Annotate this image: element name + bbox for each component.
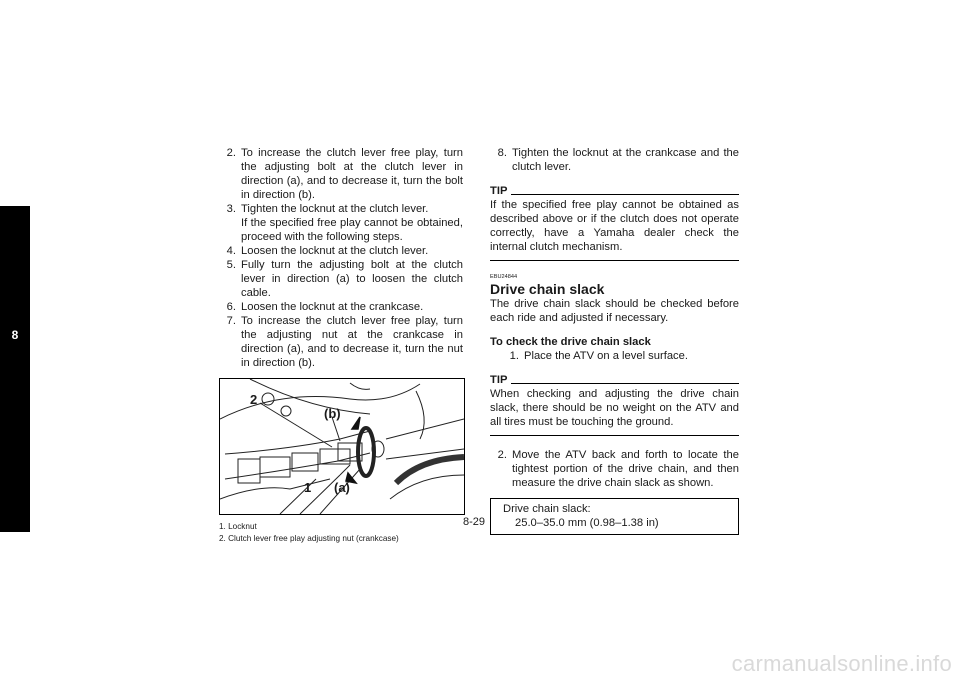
section-heading: Drive chain slack — [490, 281, 605, 297]
intro-paragraph: The drive chain slack should be checked before each ride and adjusted if necessary. — [490, 298, 739, 324]
page-number: 8-29 — [463, 516, 486, 528]
chapter-tab — [0, 206, 30, 532]
step-number: 3. — [226, 203, 236, 215]
step-item — [219, 146, 463, 202]
tip-heading — [490, 184, 739, 198]
step-item — [490, 349, 739, 363]
tip-label: TIP — [490, 185, 508, 197]
tip-rule — [511, 382, 739, 384]
tip-end-rule — [490, 435, 739, 436]
step-number: 7. — [226, 315, 236, 327]
clutch-adjuster-illustration — [219, 378, 465, 515]
chapter-number: 8 — [11, 328, 19, 342]
step-number: 5. — [226, 259, 236, 271]
tip-rule — [511, 193, 739, 195]
step-item — [219, 300, 463, 314]
step-text: Place the ATV on a level surface. — [524, 350, 688, 362]
figure-label-a: (a) — [334, 480, 350, 495]
step-number: 2. — [226, 147, 236, 159]
step-text: Tighten the locknut at the crankcase and the clutch lever. — [512, 147, 739, 173]
step-text: If the specified free play cannot be obtained, proceed with the following steps. — [241, 217, 463, 243]
tip-text: If the specified free play cannot be obtained as described above or if the clutch does not operate correctly, have a Yamaha dealer check the internal clutch mechanism. — [490, 199, 739, 253]
figure-label-2: 2 — [250, 392, 258, 407]
step-text: Fully turn the adjusting bolt at the clutch lever in direction (a) to loosen the clutch cable. — [241, 259, 463, 299]
caption-2: 2. Clutch lever free play adjusting nut (crankcase) — [219, 534, 399, 543]
step-number: 8. — [497, 147, 507, 159]
left-column — [219, 146, 463, 545]
subheading: To check the drive chain slack — [490, 336, 651, 348]
caption-1: 1. Locknut — [219, 522, 257, 531]
step-number: 4. — [226, 245, 236, 257]
step-text: Loosen the locknut at the clutch lever. — [241, 245, 429, 257]
section-code: EBU24844 — [490, 274, 518, 280]
step-number: 1. — [509, 350, 519, 362]
right-column — [490, 146, 739, 535]
figure-label-1: 1 — [304, 480, 312, 495]
figure-label-b: (b) — [324, 406, 341, 421]
tip-end-rule — [490, 260, 739, 261]
tip-text: When checking and adjusting the drive chain slack, there should be no weight on the ATV and all tires must be touching the ground. — [490, 388, 739, 428]
step-item — [219, 202, 463, 216]
watermark: carmanualsonline.info — [731, 651, 952, 676]
step-item — [219, 244, 463, 258]
spec-label: Drive chain slack: — [503, 503, 591, 515]
step-item — [219, 216, 463, 244]
step-number: 2. — [497, 449, 507, 461]
step-text: Loosen the locknut at the crankcase. — [241, 301, 424, 313]
spec-value: 25.0–35.0 mm (0.98–1.38 in) — [515, 517, 659, 529]
step-item — [490, 146, 739, 174]
step-text: To increase the clutch lever free play, turn the adjusting bolt at the clutch lever in direction (a), and to decrease it, turn the bolt in direction (b). — [241, 147, 463, 201]
step-item — [219, 314, 463, 370]
step-item — [490, 448, 739, 490]
step-number: 6. — [226, 301, 236, 313]
figure-captions — [219, 521, 463, 545]
step-item — [219, 258, 463, 300]
step-number — [219, 216, 241, 244]
tip-label: TIP — [490, 374, 508, 386]
step-text: To increase the clutch lever free play, turn the adjusting nut at the crankcase in direction (a), and to decrease it, turn the nut in direction (b). — [241, 315, 463, 369]
step-text: Move the ATV back and forth to locate the tightest portion of the drive chain, and then measure the drive chain slack as shown. — [512, 449, 739, 489]
tip-heading — [490, 373, 739, 387]
spec-box — [490, 498, 739, 535]
step-text: Tighten the locknut at the clutch lever. — [241, 203, 429, 215]
